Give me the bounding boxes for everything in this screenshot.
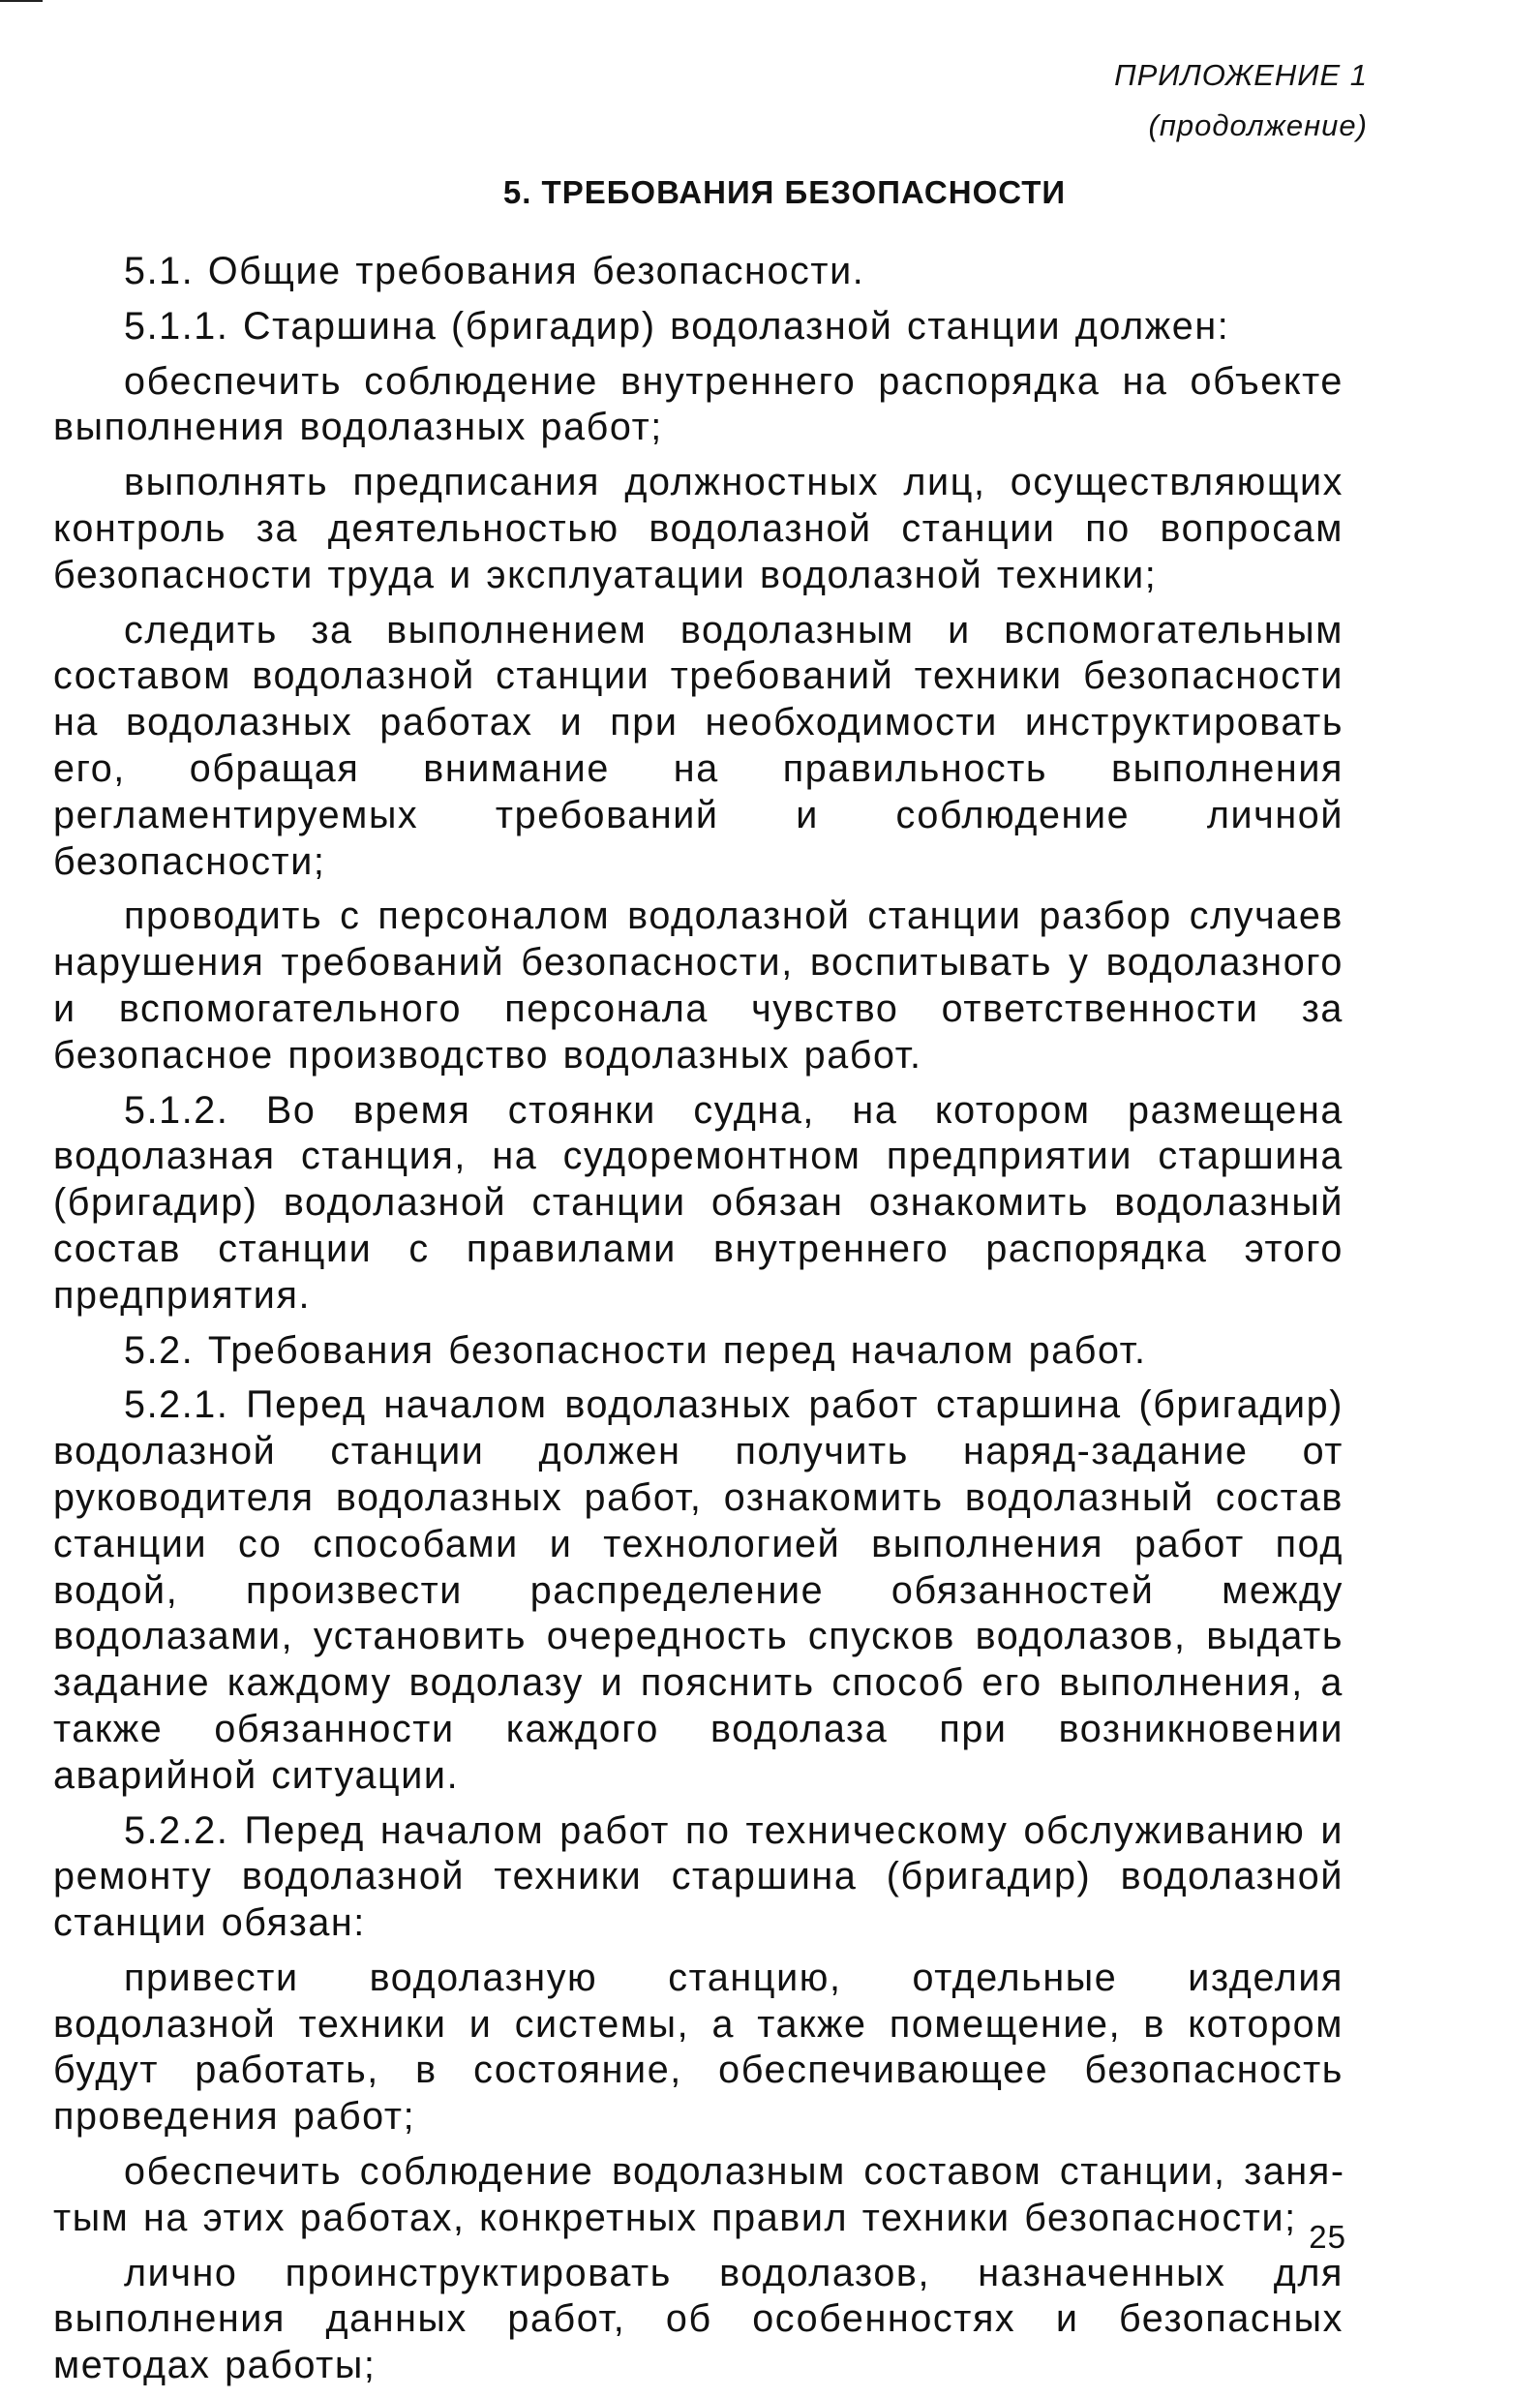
- scan-edge-mark: [0, 0, 43, 2]
- paragraph-monitor-compliance: следить за выполнением водолазным и вспомогательным составом водолазной станции требований техники безопасности на водолазных работах и при необходимости инструктировать его, обращая внимание на правильность выполнения регламентируемых требований и соблюдение личной безопасности;: [53, 608, 1344, 883]
- paragraph-5-2-1: 5.2.1. Перед началом водолазных работ старшина (бригадир) водолазной станции должен получить наряд-задание от руководителя водолазных работ, ознакомить водолазный состав станции со способами и технологией выполнения работ под водой, произвести распределение обязанностей между водолазами, установить очередность спусков водолазов, выдать задание каждому водолазу и пояснить способ его выполнения, а также обязанности каждого водолаза при возникновении аварийной ситуации.: [53, 1383, 1344, 1797]
- section-title: 5. ТРЕБОВАНИЯ БЕЗОПАСНОСТИ: [502, 174, 1067, 210]
- paragraph-5-1: 5.1. Общие требования безопасности.: [124, 250, 865, 292]
- continuation-label: (продолжение): [1148, 108, 1368, 142]
- body-text: [53, 249, 1344, 2398]
- paragraph-follow-instructions: выполнять предписания должностных лиц, осуществляющих контроль за деятельностью водолазной станции по вопросам безопасности труда и эксплуатации водолазной техники;: [53, 461, 1344, 596]
- paragraph-5-2: 5.2. Требования безопасности перед началом работ.: [124, 1328, 1147, 1372]
- appendix-header: [1114, 50, 1368, 151]
- paragraph-personnel-review: проводить с персоналом водолазной станции разбор случаев нарушения требований безопасности, воспитывать у водолазного и вспомогательного персонала чувство ответственности за безопасное производство водолазных работ.: [53, 895, 1344, 1077]
- paragraph-instruct-divers: лично проинструктировать водолазов, назначенных для выполнения данных работ, об особенностях и безопасных методах работы;: [53, 2251, 1344, 2387]
- page-number: 25: [1309, 2219, 1346, 2255]
- paragraph-internal-order: обеспечить соблюдение внутреннего распорядка на объекте выполнения водолазных работ;: [53, 359, 1344, 449]
- paragraph-5-1-2: 5.1.2. Во время стоянки судна, на котором размещена водолазная станция, на судоремонтном предприятии старшина (бригадир) водолазной станции обязан ознакомить водолазный состав станции с правилами внутреннего распорядка этого предприятия.: [53, 1088, 1344, 1317]
- paragraph-5-2-2: 5.2.2. Перед началом работ по техническому обслуживанию и ремонту водолазной техники старшина (бригадир) водолазной станции обязан:: [53, 1808, 1344, 1945]
- appendix-label: ПРИЛОЖЕНИЕ 1: [1114, 58, 1368, 92]
- paragraph-ensure-rules: обеспечить соблюдение водолазным составом станции, занятым на этих работах, конкретных правил техники безопасности;: [53, 2150, 1344, 2239]
- paragraph-5-1-1: 5.1.1. Старшина (бригадир) водолазной станции должен:: [124, 304, 1230, 348]
- paragraph-prepare-station: привести водолазную станцию, отдельные изделия водолазной техники и системы, а также помещение, в котором будут работать, в состояние, обеспечивающее безопасность проведения работ;: [53, 1956, 1344, 2139]
